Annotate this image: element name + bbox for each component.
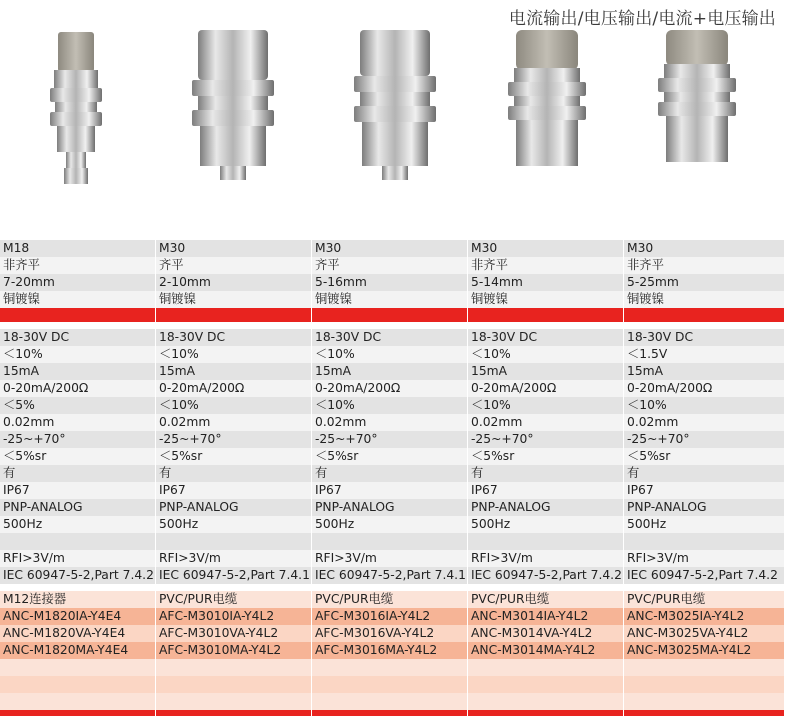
cell-led: 有 xyxy=(156,465,311,482)
cell-range: 2-10mm xyxy=(156,274,311,291)
cell-temp: -25~+70° xyxy=(156,431,311,448)
cell-current: 15mA xyxy=(468,363,623,380)
spacer-row xyxy=(0,584,784,591)
cell-mounting: 非齐平 xyxy=(468,257,623,274)
cell-current: 15mA xyxy=(156,363,311,380)
cell-range: 5-14mm xyxy=(468,274,623,291)
cell-standard: IEC 60947-5-2,Part 7.4.2 xyxy=(0,567,155,584)
cell-linearity: ＜10% xyxy=(468,397,623,414)
page-title: 电流输出/电压输出/电流+电压输出 xyxy=(508,9,776,29)
cell-standard: IEC 60947-5-2,Part 7.4.1 xyxy=(156,567,311,584)
cell-ip: IP67 xyxy=(0,482,155,499)
cell-size: M30 xyxy=(624,240,784,257)
row-led xyxy=(0,465,784,482)
cell-voltage: 18-30V DC xyxy=(0,329,155,346)
cell-ip: IP67 xyxy=(312,482,467,499)
cell-temp: -25~+70° xyxy=(312,431,467,448)
row-linearity xyxy=(0,397,784,414)
cell-ripple: ＜10% xyxy=(0,346,155,363)
cell-type: PNP-ANALOG xyxy=(156,499,311,516)
cell-size: M18 xyxy=(0,240,155,257)
cell-emc: RFI>3V/m xyxy=(624,550,784,567)
row-model-ma xyxy=(0,642,784,659)
row-ripple xyxy=(0,346,784,363)
cell-standard: IEC 60947-5-2,Part 7.4.1 xyxy=(312,567,467,584)
sensor-photo-m3025 xyxy=(652,22,772,240)
sensor-photo-m3016 xyxy=(352,22,472,240)
row-empty-3 xyxy=(0,693,784,710)
cell-model: ANC-M3025MA-Y4L2 xyxy=(624,642,784,659)
bottom-divider xyxy=(0,710,784,716)
cell-output: 0-20mA/200Ω xyxy=(624,380,784,397)
cell-model: ANC-M1820VA-Y4E4 xyxy=(0,625,155,642)
cell-model: AFC-M3016VA-Y4L2 xyxy=(312,625,467,642)
cell-current: 15mA xyxy=(0,363,155,380)
cell-freq: 500Hz xyxy=(312,516,467,533)
cell-resolution: 0.02mm xyxy=(624,414,784,431)
cell-voltage: 18-30V DC xyxy=(624,329,784,346)
row-resolution xyxy=(0,414,784,431)
cell-mounting: 齐平 xyxy=(312,257,467,274)
row-material xyxy=(0,291,784,308)
section-divider xyxy=(0,308,784,322)
cell-resolution: 0.02mm xyxy=(312,414,467,431)
cell-ip: IP67 xyxy=(156,482,311,499)
cell-model: AFC-M3016IA-Y4L2 xyxy=(312,608,467,625)
cell-model: ANC-M1820MA-Y4E4 xyxy=(0,642,155,659)
cell-connection: M12连接器 xyxy=(0,591,155,608)
cell-type: PNP-ANALOG xyxy=(0,499,155,516)
cell-range: 5-16mm xyxy=(312,274,467,291)
row-mounting xyxy=(0,257,784,274)
row-model-ia xyxy=(0,608,784,625)
row-drift xyxy=(0,448,784,465)
spec-table xyxy=(0,240,784,716)
row-model-va xyxy=(0,625,784,642)
cell-model: ANC-M3014IA-Y4L2 xyxy=(468,608,623,625)
cell-size: M30 xyxy=(468,240,623,257)
cell-led: 有 xyxy=(312,465,467,482)
cell-drift: ＜5%sr xyxy=(156,448,311,465)
row-size xyxy=(0,240,784,257)
cell-drift: ＜5%sr xyxy=(312,448,467,465)
cell-linearity: ＜5% xyxy=(0,397,155,414)
sensor-photo-m18 xyxy=(40,22,160,240)
cell-standard: IEC 60947-5-2,Part 7.4.2 xyxy=(468,567,623,584)
cell-range: 7-20mm xyxy=(0,274,155,291)
cell-material: 铜镀镍 xyxy=(624,291,784,308)
cell-type: PNP-ANALOG xyxy=(468,499,623,516)
row-empty-2 xyxy=(0,676,784,693)
cell-connection: PVC/PUR电缆 xyxy=(468,591,623,608)
cell-drift: ＜5%sr xyxy=(0,448,155,465)
row-voltage xyxy=(0,329,784,346)
row-output xyxy=(0,380,784,397)
cell-temp: -25~+70° xyxy=(0,431,155,448)
cell-material: 铜镀镍 xyxy=(468,291,623,308)
cell-ripple: ＜10% xyxy=(312,346,467,363)
cell-type: PNP-ANALOG xyxy=(624,499,784,516)
cell-model: AFC-M3010MA-Y4L2 xyxy=(156,642,311,659)
sensor-photo-m3014 xyxy=(500,22,620,240)
cell-voltage: 18-30V DC xyxy=(468,329,623,346)
row-connection xyxy=(0,591,784,608)
cell-freq: 500Hz xyxy=(468,516,623,533)
cell-model: ANC-M3025IA-Y4L2 xyxy=(624,608,784,625)
cell-mounting: 非齐平 xyxy=(0,257,155,274)
row-ip xyxy=(0,482,784,499)
row-freq xyxy=(0,516,784,533)
cell-emc: RFI>3V/m xyxy=(156,550,311,567)
cell-output: 0-20mA/200Ω xyxy=(156,380,311,397)
cell-temp: -25~+70° xyxy=(624,431,784,448)
cell-current: 15mA xyxy=(624,363,784,380)
row-standard xyxy=(0,567,784,584)
row-type xyxy=(0,499,784,516)
cell-freq: 500Hz xyxy=(624,516,784,533)
cell-model: AFC-M3016MA-Y4L2 xyxy=(312,642,467,659)
cell-standard: IEC 60947-5-2,Part 7.4.2 xyxy=(624,567,784,584)
cell-voltage: 18-30V DC xyxy=(156,329,311,346)
cell-output: 0-20mA/200Ω xyxy=(468,380,623,397)
cell-drift: ＜5%sr xyxy=(624,448,784,465)
spacer-row xyxy=(0,322,784,329)
product-photos xyxy=(0,22,788,240)
cell-output: 0-20mA/200Ω xyxy=(0,380,155,397)
cell-drift: ＜5%sr xyxy=(468,448,623,465)
cell-range: 5-25mm xyxy=(624,274,784,291)
cell-mounting: 齐平 xyxy=(156,257,311,274)
cell-ripple: ＜1.5V xyxy=(624,346,784,363)
cell-size: M30 xyxy=(312,240,467,257)
cell-emc: RFI>3V/m xyxy=(312,550,467,567)
cell-resolution: 0.02mm xyxy=(156,414,311,431)
cell-emc: RFI>3V/m xyxy=(0,550,155,567)
cell-ripple: ＜10% xyxy=(468,346,623,363)
cell-mounting: 非齐平 xyxy=(624,257,784,274)
row-current xyxy=(0,363,784,380)
row-range xyxy=(0,274,784,291)
cell-output: 0-20mA/200Ω xyxy=(312,380,467,397)
row-blank xyxy=(0,533,784,550)
cell-freq: 500Hz xyxy=(156,516,311,533)
cell-connection: PVC/PUR电缆 xyxy=(312,591,467,608)
cell-size: M30 xyxy=(156,240,311,257)
cell-model: AFC-M3010IA-Y4L2 xyxy=(156,608,311,625)
cell-model: ANC-M1820IA-Y4E4 xyxy=(0,608,155,625)
cell-model: ANC-M3025VA-Y4L2 xyxy=(624,625,784,642)
cell-temp: -25~+70° xyxy=(468,431,623,448)
cell-current: 15mA xyxy=(312,363,467,380)
cell-ip: IP67 xyxy=(468,482,623,499)
row-temp xyxy=(0,431,784,448)
cell-material: 铜镀镍 xyxy=(156,291,311,308)
cell-connection: PVC/PUR电缆 xyxy=(156,591,311,608)
cell-emc: RFI>3V/m xyxy=(468,550,623,567)
cell-ripple: ＜10% xyxy=(156,346,311,363)
row-emc xyxy=(0,550,784,567)
cell-led: 有 xyxy=(624,465,784,482)
cell-voltage: 18-30V DC xyxy=(312,329,467,346)
cell-ip: IP67 xyxy=(624,482,784,499)
cell-type: PNP-ANALOG xyxy=(312,499,467,516)
cell-model: ANC-M3014MA-Y4L2 xyxy=(468,642,623,659)
cell-resolution: 0.02mm xyxy=(0,414,155,431)
cell-material: 铜镀镍 xyxy=(312,291,467,308)
cell-freq: 500Hz xyxy=(0,516,155,533)
cell-connection: PVC/PUR电缆 xyxy=(624,591,784,608)
cell-resolution: 0.02mm xyxy=(468,414,623,431)
cell-linearity: ＜10% xyxy=(312,397,467,414)
cell-model: ANC-M3014VA-Y4L2 xyxy=(468,625,623,642)
cell-linearity: ＜10% xyxy=(156,397,311,414)
cell-linearity: ＜10% xyxy=(624,397,784,414)
row-empty-1 xyxy=(0,659,784,676)
cell-model: AFC-M3010VA-Y4L2 xyxy=(156,625,311,642)
cell-material: 铜镀镍 xyxy=(0,291,155,308)
cell-led: 有 xyxy=(0,465,155,482)
cell-led: 有 xyxy=(468,465,623,482)
sensor-photo-m3010 xyxy=(190,22,310,240)
